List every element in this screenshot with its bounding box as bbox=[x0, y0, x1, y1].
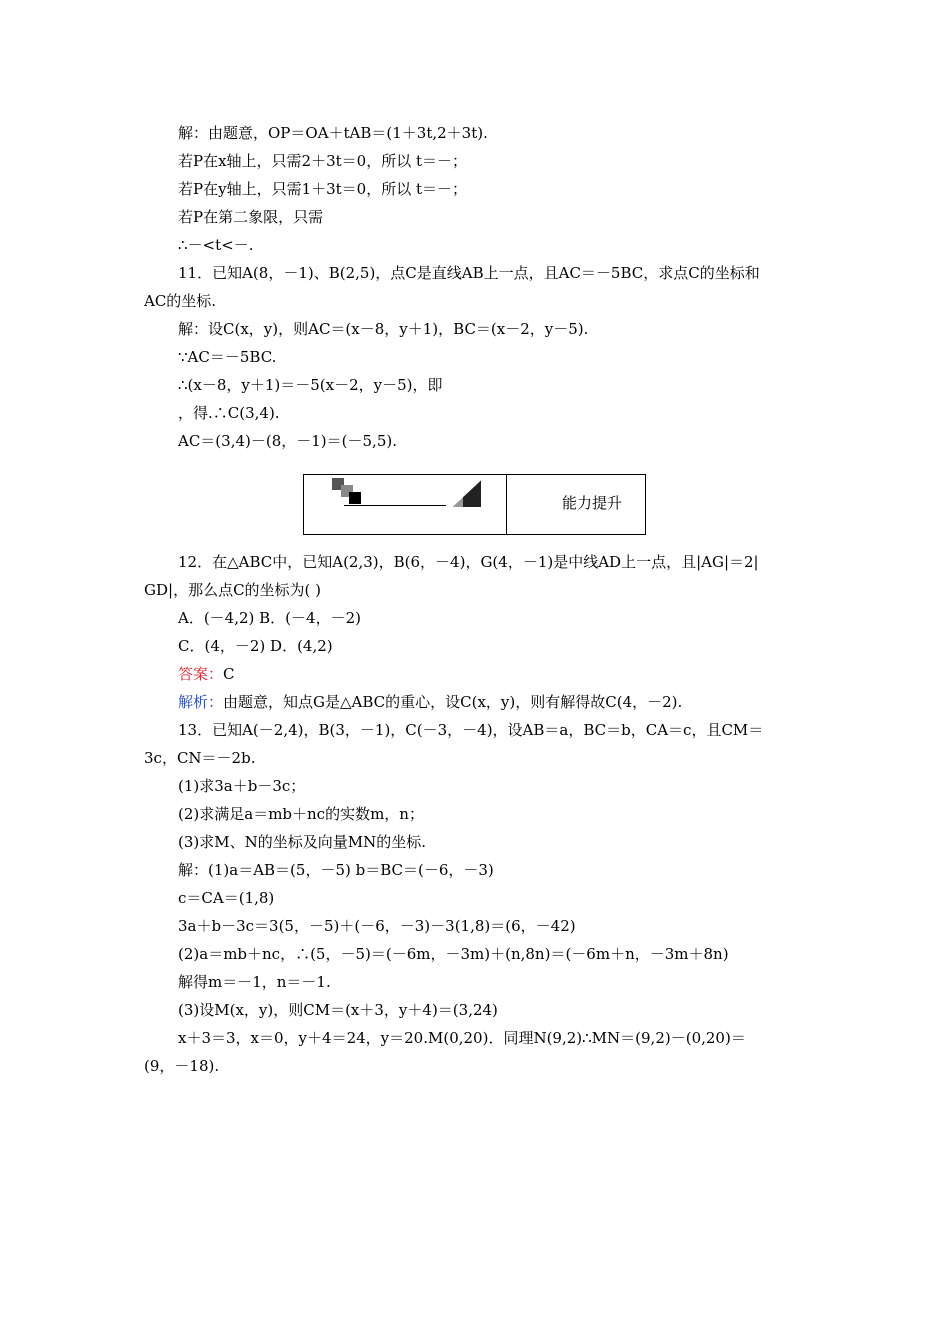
text-line: 解：设C(x，y)，则AC＝(x－8，y＋1)，BC＝(x－2，y－5). bbox=[178, 320, 589, 338]
problem-13-statement: 13．已知A(－2,4)，B(3，－1)，C(－3，－4)，设AB＝a，BC＝b，CA＝c，且CM＝ bbox=[178, 721, 764, 739]
section-header-box bbox=[303, 474, 646, 535]
analysis-line bbox=[178, 692, 682, 712]
text-line: c＝CA＝(1,8) bbox=[178, 889, 275, 907]
text-line: 若P在x轴上，只需2＋3t＝0，所以 t＝－； bbox=[178, 152, 468, 170]
text-line: 解得m＝－1，n＝－1. bbox=[178, 973, 331, 991]
answer-value: C bbox=[223, 665, 235, 683]
pencil-icon bbox=[449, 477, 483, 509]
problem-13-statement-cont: 3c，CN＝－2b. bbox=[144, 749, 256, 767]
decorative-line bbox=[344, 505, 446, 506]
answer-label: 答案： bbox=[178, 665, 224, 683]
analysis-label: 解析： bbox=[178, 693, 224, 711]
answer-line bbox=[178, 664, 235, 684]
text-line: ∴－<t<－. bbox=[178, 236, 254, 254]
text-line: (1)求3a＋b－3c； bbox=[178, 777, 306, 795]
section-divider bbox=[506, 475, 507, 534]
decorative-square-icon bbox=[349, 492, 361, 504]
problem-12-statement-cont: GD|，那么点C的坐标为( ) bbox=[144, 581, 322, 599]
analysis-text: 由题意，知点G是△ABC的重心，设C(x，y)，则有解得故C(4，－2). bbox=[223, 693, 683, 711]
text-line: (3)设M(x，y)，则CM＝(x＋3，y＋4)＝(3,24) bbox=[178, 1001, 498, 1019]
text-line: 解：(1)a＝AB＝(5，－5) b＝BC＝(－6，－3) bbox=[178, 861, 494, 879]
text-line: ∵AC＝－5BC. bbox=[178, 348, 277, 366]
text-line: (9，－18). bbox=[144, 1057, 220, 1075]
text-line: 解：由题意，OP＝OA＋tAB＝(1＋3t,2＋3t). bbox=[178, 124, 488, 142]
text-line: 3a＋b－3c＝3(5，－5)＋(－6，－3)－3(1,8)＝(6，－42) bbox=[178, 917, 576, 935]
text-line: (2)求满足a＝mb＋nc的实数m，n； bbox=[178, 805, 424, 823]
text-line: 若P在y轴上，只需1＋3t＝0，所以 t＝－； bbox=[178, 180, 468, 198]
text-line: 若P在第二象限，只需 bbox=[178, 208, 324, 226]
text-line: x＋3＝3，x＝0，y＋4＝24，y＝20.M(0,20)．同理N(9,2)∴MN＝(9,2)－(0,20)＝ bbox=[178, 1029, 746, 1047]
text-line: (2)a＝mb＋nc，∴(5，－5)＝(－6m，－3m)＋(n,8n)＝(－6m＋n，－3m＋8n) bbox=[178, 945, 729, 963]
text-line: ，得.∴C(3,4). bbox=[178, 404, 280, 422]
text-line: (3)求M、N的坐标及向量MN的坐标. bbox=[178, 833, 426, 851]
choices-line: C．(4，－2) D．(4,2) bbox=[178, 637, 333, 655]
text-line: AC＝(3,4)－(8，－1)＝(－5,5). bbox=[178, 432, 397, 450]
choices-line: A．(－4,2) B．(－4，－2) bbox=[178, 609, 361, 627]
problem-12-statement: 12．在△ABC中，已知A(2,3)，B(6，－4)，G(4，－1)是中线AD上一点，且|AG|＝2| bbox=[178, 553, 759, 571]
problem-11-statement: 11．已知A(8，－1)、B(2,5)，点C是直线AB上一点，且AC＝－5BC，求点C的坐标和 bbox=[178, 264, 760, 282]
problem-11-statement-cont: AC的坐标. bbox=[144, 292, 217, 310]
text-line: ∴(x－8，y＋1)＝－5(x－2，y－5)，即 bbox=[178, 376, 443, 394]
section-title: 能力提升 bbox=[562, 494, 623, 512]
